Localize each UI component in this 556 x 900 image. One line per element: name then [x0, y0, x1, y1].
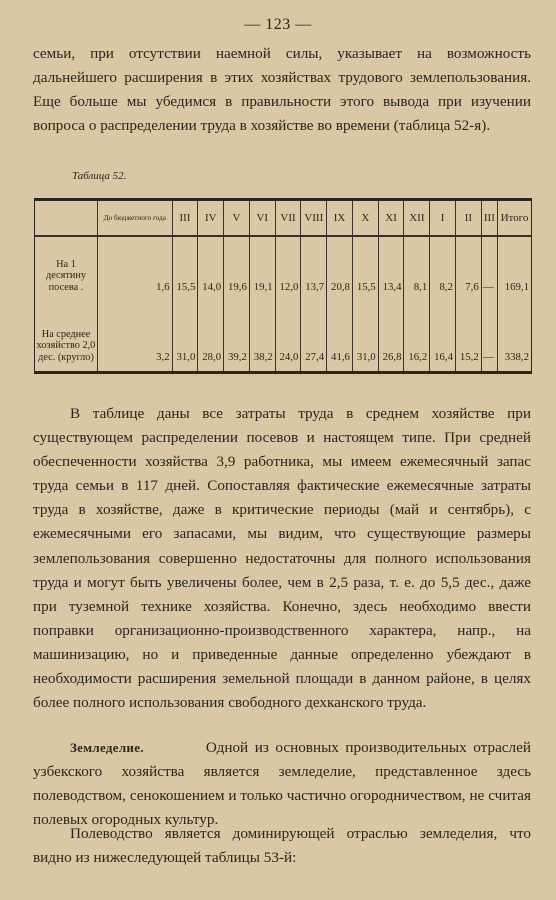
- table-header-cell: VI: [249, 200, 275, 237]
- table-header-cell: III: [172, 200, 198, 237]
- table-cell: 38,2: [249, 299, 275, 373]
- table-header-cell: IV: [198, 200, 224, 237]
- labor-table: [34, 198, 532, 374]
- table-cell: 26,8: [378, 299, 404, 373]
- table-cell: 19,1: [249, 236, 275, 299]
- table-cell: 27,4: [301, 299, 327, 373]
- table-caption: Таблица 52.: [72, 170, 127, 182]
- table-cell: —: [481, 236, 497, 299]
- table-header-cell: XI: [378, 200, 404, 237]
- table-cell: 28,0: [198, 299, 224, 373]
- table-cell: 15,5: [172, 236, 198, 299]
- table-cell: —: [481, 299, 497, 373]
- table-cell: 8,2: [430, 236, 456, 299]
- table-header-label: [35, 200, 98, 237]
- table-cell: 7,6: [456, 236, 482, 299]
- table-cell: 19,6: [224, 236, 250, 299]
- table-header-cell: VII: [275, 200, 301, 237]
- table-cell: 16,2: [404, 299, 430, 373]
- paragraph-analysis-text: В таблице даны все затраты труда в среднем хозяйстве при существующем распределении посевов и настоящем типе. При средней обеспеченности хозяйства 3,9 работника, мы имеем ежемесячный запас труда семьи в 117 дней. Сопоставляя фактические ежемесячные затраты труда в хозяйстве, даже в критические периоды (май и сентябрь), с ежемесячными его запасами, мы видим, что существующие размеры землепользования совершенно недостаточны для полного использования труда и могут быть увеличены более, чем в 2,5 раза, т. е. до 5,5 дес., даже при туземной технике хозяйства. Конечно, здесь необходимо ввести поправки организационно-производственного характера, напр., на машинизацию, но и приведенные данные определенно убеждают в необходимости расширения земельной площади в данном районе, в целях более полного использования свободного дехканского труда.: [33, 405, 531, 712]
- table-header-cell: Итого: [498, 200, 532, 237]
- table-row: [35, 299, 532, 373]
- paragraph-analysis: [33, 402, 531, 715]
- page-number: — 123 —: [244, 16, 312, 33]
- table-cell: 41,6: [327, 299, 353, 373]
- table-cell: 20,8: [327, 236, 353, 299]
- table-header-cell: II: [456, 200, 482, 237]
- paragraph-field-crops-text: Полеводство является доминирующей отраслью земледелия, что видно из нижеследующей таблицы 53-й:: [33, 825, 531, 867]
- table-header-cell: IX: [327, 200, 353, 237]
- table-cell: 31,0: [352, 299, 378, 373]
- table-header-cell: I: [430, 200, 456, 237]
- table-cell: 3,2: [98, 299, 173, 373]
- table-header-cell: До бюджетного года: [98, 200, 173, 237]
- table-cell: 1,6: [98, 236, 173, 299]
- paragraph-intro: семьи, при отсутствии наемной силы, указывает на возможность дальнейшего расширения в этих хозяйствах трудового землепользования. Еще больше мы убедимся в правильности этого вывода при изучении вопроса о распределении труда в хозяйстве во времени (таблица 52-я).: [33, 45, 531, 135]
- table-header-cell: VIII: [301, 200, 327, 237]
- table-row: [35, 236, 532, 299]
- table-cell: 24,0: [275, 299, 301, 373]
- section-heading: Земледелие.: [70, 740, 144, 755]
- table-row-label: На 1 десятину посева .: [45, 258, 87, 293]
- table-cell: 338,2: [498, 299, 532, 373]
- table-row-label: На среднее хозяйство 2,0 дес. (кругло): [36, 328, 96, 363]
- paragraph-field-crops: [33, 822, 531, 870]
- table-header-cell: V: [224, 200, 250, 237]
- table-cell: 12,0: [275, 236, 301, 299]
- table-cell: 169,1: [498, 236, 532, 299]
- table-cell: 13,4: [378, 236, 404, 299]
- paragraph-agriculture-text: Одной из основных производительных отраслей узбекского хозяйства является земледелие, представленное здесь полеводством, сенокошением и только частично огородничеством, не считая полевых огородных культур.: [33, 739, 531, 829]
- table-cell: 8,1: [404, 236, 430, 299]
- table-cell: 16,4: [430, 299, 456, 373]
- table-header-cell: III: [481, 200, 497, 237]
- table-cell: 14,0: [198, 236, 224, 299]
- table-cell: 15,5: [352, 236, 378, 299]
- table-cell: 13,7: [301, 236, 327, 299]
- table-cell: 31,0: [172, 299, 198, 373]
- table-header-cell: X: [352, 200, 378, 237]
- table-cell: 15,2: [456, 299, 482, 373]
- table-cell: 39,2: [224, 299, 250, 373]
- paragraph-agriculture: [33, 736, 531, 832]
- table-header-cell: XII: [404, 200, 430, 237]
